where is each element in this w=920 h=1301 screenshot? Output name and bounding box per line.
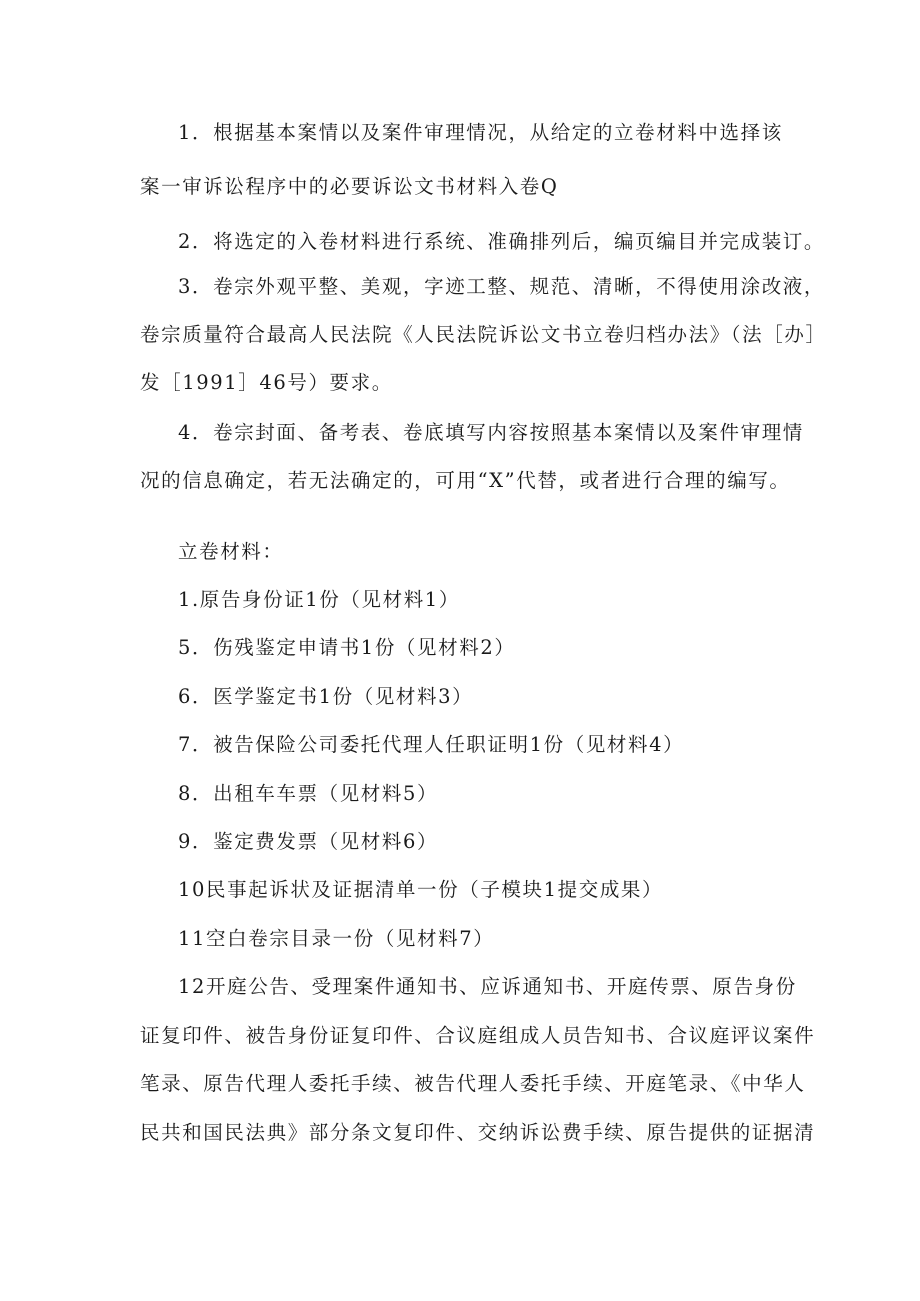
material-item: 10民事起诉状及证据清单一份（子模块1提交成果） — [178, 878, 664, 901]
material-item: 6．医学鉴定书1份（见材料3） — [178, 685, 474, 708]
requirement-3-line-3: 发［1991］46号）要求。 — [140, 371, 393, 394]
material-12-line-3: 笔录、原告代理人委托手续、被告代理人委托手续、开庭笔录、《中华人 — [140, 1072, 806, 1095]
material-item: 8．出租车车票（见材料5） — [178, 782, 439, 805]
materials-heading: 立卷材料： — [178, 540, 284, 563]
material-item: 7．被告保险公司委托代理人任职证明1份（见材料4） — [178, 733, 685, 756]
material-12-line-1: 12开庭公告、受理案件通知书、应诉通知书、开庭传票、原告身份 — [178, 975, 797, 998]
material-item: 9．鉴定费发票（见材料6） — [178, 830, 439, 853]
material-12-line-2: 证复印件、被告身份证复印件、合议庭组成人员告知书、合议庭评议案件 — [140, 1024, 816, 1047]
material-item: 5．伤残鉴定申请书1份（见材料2） — [178, 636, 516, 659]
requirement-3-line-1: 3．卷宗外观平整、美观，字迹工整、规范、清晰，不得使用涂改液， — [178, 275, 826, 298]
requirement-3-line-2: 卷宗质量符合最高人民法院《人民法院诉讼文书立卷归档办法》（法［办］ — [140, 323, 827, 346]
requirement-4-line-1: 4．卷宗封面、备考表、卷底填写内容按照基本案情以及案件审理情 — [178, 421, 804, 444]
requirement-1-line-2: 案一审诉讼程序中的必要诉讼文书材料入卷Q — [140, 175, 559, 198]
requirement-1-line-1: 1．根据基本案情以及案件审理情况，从给定的立卷材料中选择该 — [178, 121, 783, 144]
material-item: 11空白卷宗目录一份（见材料7） — [178, 927, 495, 950]
material-12-line-4: 民共和国民法典》部分条文复印件、交纳诉讼费手续、原告提供的证据清 — [140, 1121, 816, 1144]
requirement-2-line-1: 2．将选定的入卷材料进行系统、准确排列后，编页编目并完成装订。 — [178, 230, 826, 253]
material-item: 1.原告身份证1份（见材料1） — [178, 588, 460, 611]
requirement-4-line-2: 况的信息确定，若无法确定的，可用“X”代替，或者进行合理的编写。 — [140, 469, 791, 492]
